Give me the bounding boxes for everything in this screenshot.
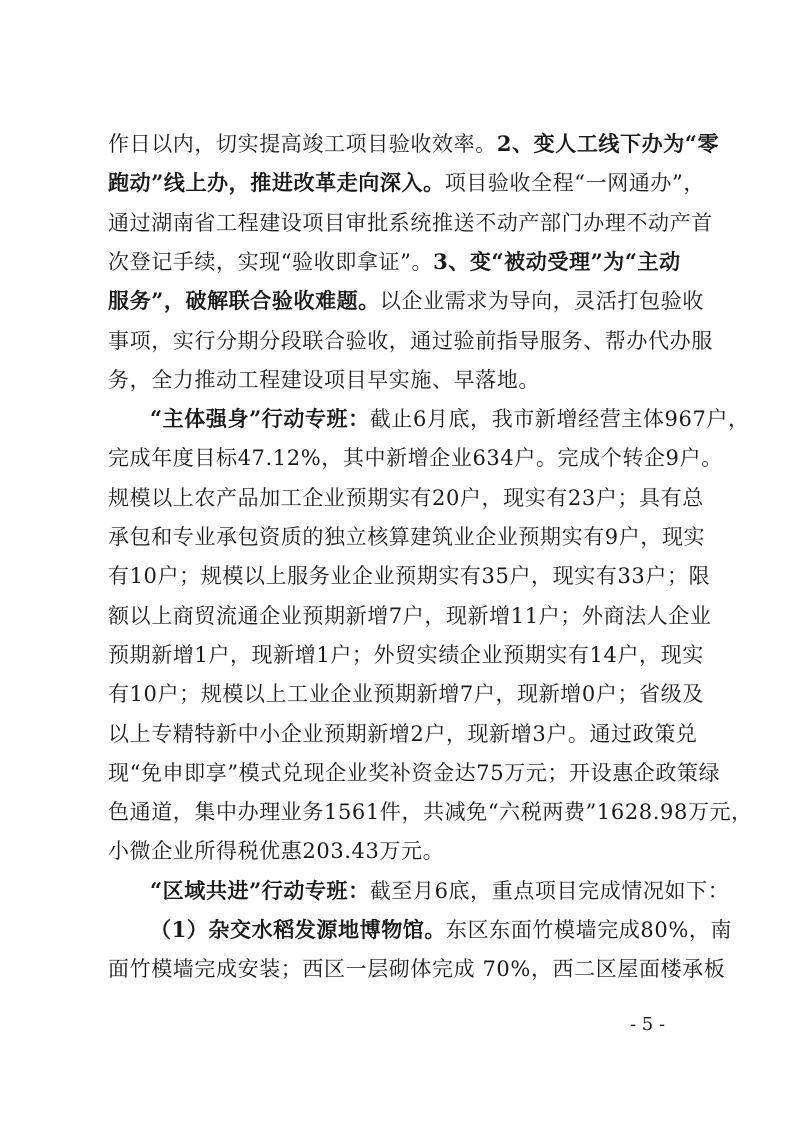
text-segment: 小微企业所得税优惠203.43万元。 [108,839,445,864]
text-segment: 事项，实行分期分段联合验收，通过验前指导服务、帮办代办服 [108,328,713,353]
text-line [108,327,713,357]
text-line [108,562,711,592]
text-segment: 规模以上农产品加工企业预期实有20户，现实有23户；具有总 [108,485,704,510]
text-segment: 通过湖南省工程建设项目审批系统推送不动产部门办理不动产首 [108,210,713,235]
text-line [108,444,723,474]
text-segment: 面竹模墙完成安装；西区一层砌体完成 70%，西二区屋面楼承板 [108,957,726,982]
bold-text-segment: 跑动”线上办，推进改革走向深入。 [108,170,445,196]
text-segment: 承包和专业承包资质的独立核算建筑业企业预期实有9户，现实 [108,525,706,549]
bold-text-segment: 2、变人工线下办为“零 [496,131,720,156]
bold-text-segment: 3、变“被动受理”为“主动 [433,248,681,274]
text-line [108,641,708,671]
text-segment: 截止6月底，我市新增经营主体967户， [369,407,750,432]
bold-text-segment: “区域共进”行动专班： [150,877,370,903]
bold-text-segment: （1）杂交水稻发源地博物馆。 [150,917,447,942]
text-line [108,523,708,553]
text-segment: 务，全力推动工程建设项目早实施、早落地。 [108,367,540,392]
bold-text-segment: “主体强身”行动专班： [150,406,370,432]
text-line [108,680,708,710]
text-line [150,405,750,435]
text-line [108,130,720,160]
text-line [108,287,708,317]
text-segment: 预期新增1户，现新增1户；外贸实绩企业预期实有14户，现实 [108,642,704,667]
text-segment: 色通道，集中办理业务1561件，共减免“六税两费”1628.98万元， [108,800,753,825]
text-line [108,837,708,867]
text-segment: 额以上商贸流通企业预期新增7户，现新增11户；外商法人企业 [108,603,712,628]
text-segment: 次登记手续，实现“验收即拿证”。 [108,249,434,274]
text-line [150,877,730,907]
text-segment: 有10户；规模以上服务业企业预期实有35户，现实有33户；限 [108,564,711,589]
text-line [108,484,708,514]
text-line [108,248,708,278]
text-segment: 有10户；规模以上工业企业预期新增7户，现新增0户；省级及 [108,682,704,707]
text-line [108,169,708,199]
text-line [108,720,708,750]
bold-text-segment: 服务”，破解联合验收难题。 [108,288,380,314]
text-segment: 完成年度目标47.12%，其中新增企业634户。完成个转企9户。 [108,446,723,471]
text-segment: 东区东面竹模墙完成80%，南 [446,918,733,942]
text-segment: 截至月6底，重点项目完成情况如下： [369,878,730,903]
text-segment: 以企业需求为导向，灵活打包验收 [379,289,704,314]
text-line [150,916,733,946]
text-line [108,602,712,632]
text-segment: 作日以内，切实提高竣工项目验收效率。 [108,132,497,156]
page-number: - 5 - [630,1014,666,1035]
text-line [108,759,721,789]
text-segment: 以上专精特新中小企业预期新增2户，现新增3户。通过政策兑 [108,721,698,746]
text-line [108,955,726,985]
text-line [108,209,713,239]
text-segment: 现“免申即享”模式兑现企业奖补资金达75万元；开设惠企政策绿 [108,760,721,785]
text-segment: 项目验收全程“一网通办”， [444,171,705,196]
text-line [108,366,708,396]
text-line [108,798,753,828]
